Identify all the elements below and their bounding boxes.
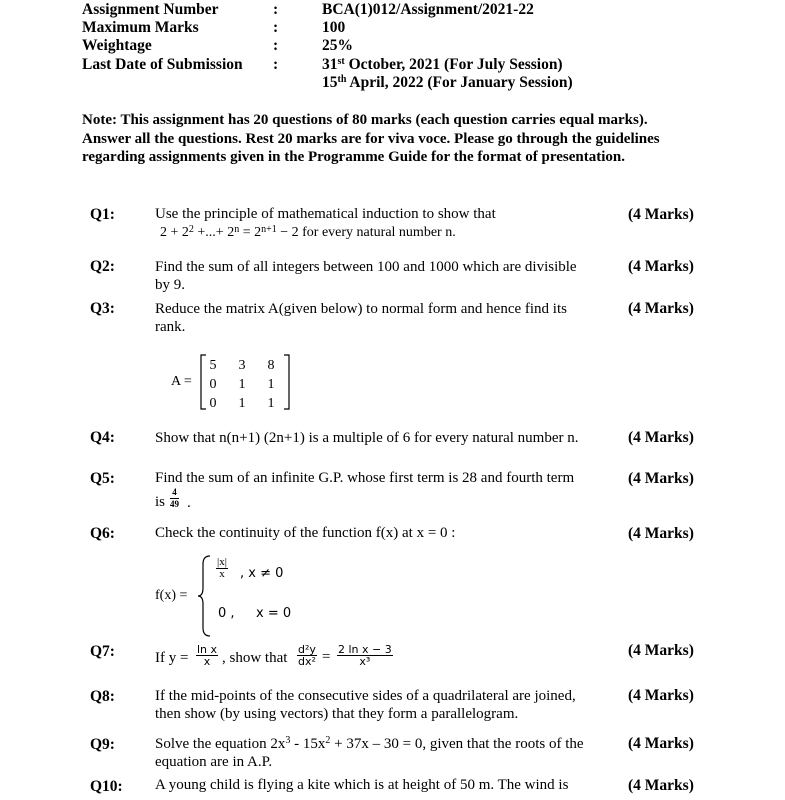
question-number: Q10:: [90, 778, 123, 795]
question-number: Q4:: [90, 429, 115, 446]
question-text: by 9.: [155, 277, 185, 293]
question-marks: (4 Marks): [628, 429, 694, 446]
fraction: $\frac{4}{49}$: [170, 487, 179, 509]
matrix-cell: 8: [267, 358, 275, 373]
question-text: .: [187, 495, 191, 511]
header-value-maximum-marks: 100: [322, 19, 346, 36]
matrix-cell: 0: [209, 377, 217, 392]
question-formula: $2 + 2^2$ +...+ $2^n = 2^{n+1} - 2$ for every natural number n.: [160, 224, 456, 240]
question-number: Q3:: [90, 300, 115, 317]
header-value-weightage: 25%: [322, 37, 353, 54]
question-text: Find the sum of an infinite G.P. whose first term is 28 and fourth term: [155, 470, 575, 486]
note-line: regarding assignments given in the Programme Guide for the format of presentation.: [82, 149, 626, 165]
question-text: Solve the equation $2x^3 - 15x^2 + 37x - 30 = 0$, given that the roots of the: [155, 735, 584, 752]
matrix-label: A =: [171, 374, 192, 389]
question-number: Q2:: [90, 258, 115, 275]
fraction: $\frac{\text{2 ln x − 3}}{\text{x³}}$: [338, 643, 392, 668]
question-text: A young child is flying a kite which is at height of 50 m. The wind is: [155, 777, 569, 793]
header-value-assignment-number: BCA(1)012/Assignment/2021-22: [322, 1, 534, 18]
matrix-cell: 0: [209, 396, 217, 411]
function-label: f(x) =: [155, 588, 188, 603]
question-marks: (4 Marks): [628, 735, 694, 752]
question-text: , show that: [222, 650, 288, 666]
equals-sign: =: [322, 649, 331, 665]
header-label-last-date: Last Date of Submission: [82, 56, 243, 73]
left-brace: [196, 554, 212, 638]
question-marks: (4 Marks): [628, 206, 694, 223]
case-value: 0 ,: [218, 606, 235, 621]
matrix-cell: 1: [267, 396, 275, 411]
matrix-cell: 3: [238, 358, 246, 373]
matrix-cell: 1: [238, 396, 246, 411]
question-marks: (4 Marks): [628, 470, 694, 487]
question-text: If the mid-points of the consecutive sides of a quadrilateral are joined,: [155, 688, 576, 704]
fraction: $\frac{\text{ln x}}{x}$: [197, 643, 218, 668]
question-text: is: [155, 494, 166, 510]
question-text: If y =: [155, 650, 189, 666]
question-text: then show (by using vectors) that they form a parallelogram.: [155, 706, 519, 722]
question-number: Q1:: [90, 206, 115, 223]
header-sep: :: [273, 1, 279, 18]
header-sep: :: [273, 19, 279, 36]
question-marks: (4 Marks): [628, 258, 694, 275]
header-value-last-date-july: 31st October, 2021 (For July Session): [322, 56, 563, 73]
header-label-weightage: Weightage: [82, 37, 152, 54]
question-number: Q6:: [90, 525, 115, 542]
header-label-maximum-marks: Maximum Marks: [82, 19, 199, 36]
question-text: Use the principle of mathematical induction to show that: [155, 206, 496, 222]
question-marks: (4 Marks): [628, 777, 694, 794]
matrix: [198, 352, 292, 412]
question-marks: (4 Marks): [628, 642, 694, 659]
question-text: equation are in A.P.: [155, 754, 273, 770]
question-text: rank.: [155, 319, 186, 335]
matrix-cell: 1: [267, 377, 275, 392]
matrix-cell: 5: [209, 358, 217, 373]
question-marks: (4 Marks): [628, 687, 694, 704]
question-text: Check the continuity of the function f(x) at x = 0 :: [155, 525, 456, 541]
fraction: $\frac{\text{d²y}}{\text{dx²}}$: [298, 643, 316, 668]
question-text: Reduce the matrix A(given below) to normal form and hence find its: [155, 301, 567, 317]
header-sep: :: [273, 56, 279, 73]
case-fraction: $\frac{|x|}{x}$: [217, 556, 227, 580]
case-condition: , x ≠ 0: [240, 566, 284, 581]
header-sep: :: [273, 37, 279, 54]
question-number: Q7:: [90, 643, 115, 660]
question-number: Q5:: [90, 470, 115, 487]
question-number: Q9:: [90, 736, 115, 753]
question-marks: (4 Marks): [628, 525, 694, 542]
case-condition: x = 0: [256, 606, 292, 621]
question-number: Q8:: [90, 688, 115, 705]
note-line: Answer all the questions. Rest 20 marks are for viva voce. Please go through the guidelines: [82, 131, 660, 147]
question-text: Find the sum of all integers between 100 and 1000 which are divisible: [155, 259, 577, 275]
question-marks: (4 Marks): [628, 300, 694, 317]
note-line: Note: This assignment has 20 questions of 80 marks (each question carries equal marks).: [82, 112, 648, 128]
question-text: Show that n(n+1) (2n+1) is a multiple of 6 for every natural number n.: [155, 430, 579, 446]
header-value-last-date-january: 15th April, 2022 (For January Session): [322, 74, 573, 91]
matrix-cell: 1: [238, 377, 246, 392]
header-label-assignment-number: Assignment Number: [82, 1, 219, 18]
